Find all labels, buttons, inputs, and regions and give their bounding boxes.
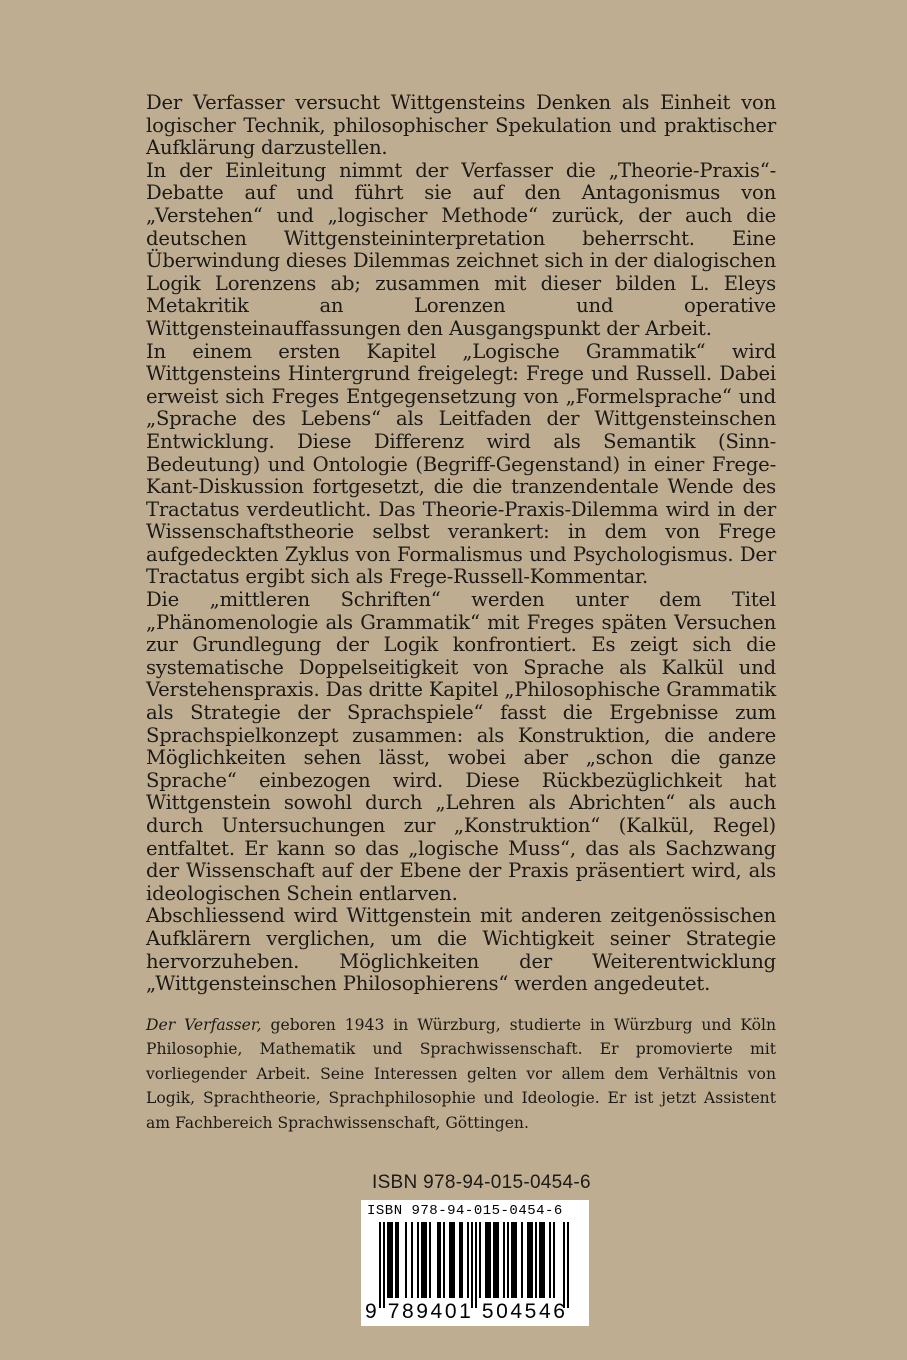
- barcode-bar: [443, 1222, 445, 1298]
- barcode-bar: [423, 1222, 425, 1298]
- barcode-bar: [397, 1222, 399, 1298]
- barcode-bar: [513, 1222, 515, 1298]
- barcode-bar: [495, 1222, 497, 1298]
- barcode-bar: [383, 1222, 385, 1308]
- barcode-bar: [485, 1222, 487, 1298]
- barcode-bar: [437, 1222, 439, 1298]
- barcode-bar: [563, 1222, 565, 1308]
- barcode-bar: [487, 1222, 489, 1298]
- barcode-isbn-text: ISBN 978-94-015-0454-6: [367, 1203, 563, 1219]
- barcode-bar: [479, 1222, 481, 1298]
- barcode-bar: [511, 1222, 513, 1298]
- barcode-bar: [527, 1222, 529, 1298]
- barcode-bar: [461, 1222, 463, 1298]
- barcode-bar: [535, 1222, 537, 1298]
- barcode-bar: [389, 1222, 391, 1298]
- blurb-paragraph: In einem ersten Kapitel „Logische Grammatik“ wird Wittgensteins Hintergrund freigelegt: Frege und Russell. Dabei erweist sich Freges Entgegensetzung von „Formelsprache“ und „Sprache des Lebens“ als Leitfaden der Wittgensteinschen Entwicklung. Diese Differenz wird als Semantik (Sinn-Bedeutung) und Ontologie (Begriff-Gegenstand) in einer Frege-Kant-Diskussion fortgesetzt, die die tranzendentale Wende des Tractatus verdeutlicht. Das Theorie-Praxis-Dilemma wird in der Wissenschaftstheorie selbst verankert: in dem von Frege aufgedeckten Zyklus von Formalismus und Psychologismus. Der Tractatus ergibt sich als Frege-Russell-Kommentar.: [146, 339, 776, 589]
- blurb-paragraph: Abschliessend wird Wittgenstein mit anderen zeitgenössischen Aufklärern verglichen, um die Wichtigkeit seiner Strategie hervorzuheben. Möglichkeiten der Weiterentwicklung „Wittgensteinschen Philosophierens“ werden angedeutet.: [146, 904, 776, 996]
- barcode-bar: [553, 1222, 555, 1298]
- barcode-bar: [539, 1222, 541, 1298]
- blurb-paragraph: In der Einleitung nimmt der Verfasser die „Theorie-Praxis“-Debatte auf und führt sie auf den Antagonismus von „Verstehen“ und „logischer Methode“ zurück, der auch die deutschen Wittgensteininterpretation beherrscht. Eine Überwindung dieses Dilemmas zeichnet sich in der dialogischen Logik Lorenzens ab; zusammen mit dieser bilden L. Eleys Metakritik an Lorenzen und operative Wittgensteinauffassungen den Ausgangspunkt der Arbeit.: [146, 158, 776, 340]
- barcode-bar: [549, 1222, 551, 1298]
- barcode-bar: [503, 1222, 505, 1298]
- barcode-bar: [449, 1222, 451, 1298]
- barcode-bar: [439, 1222, 441, 1298]
- barcode-bar: [459, 1222, 461, 1298]
- barcode-bar: [521, 1222, 523, 1298]
- barcode-bar: [515, 1222, 517, 1298]
- barcode-bar: [541, 1222, 543, 1298]
- barcode-bar: [379, 1222, 381, 1308]
- author-bio-text: [146, 1013, 776, 1135]
- barcode-bar: [429, 1222, 431, 1298]
- barcode-bar: [411, 1222, 413, 1298]
- barcode-bar: [405, 1222, 407, 1298]
- barcode-bar: [493, 1222, 495, 1298]
- back-cover-blurb: [146, 92, 776, 996]
- barcode-bar: [529, 1222, 531, 1298]
- isbn-label: ISBN 978-94-015-0454-6: [372, 1172, 591, 1193]
- blurb-paragraph: Die „mittleren Schriften“ werden unter dem Titel „Phänomenologie als Grammatik“ mit Freges späten Versuchen zur Grundlegung der Logik konfrontiert. Es zeigt sich die systematische Doppelseitigkeit von Sprache als Kalkül und Verstehenspraxis. Das dritte Kapitel „Philosophische Grammatik als Strategie der Sprachspiele“ fasst die Ergebnisse zum Sprachspielkonzept zusammen: als Konstruktion, die andere Möglichkeiten sehen lässt, wobei aber „schon die ganze Sprache“ einbezogen wird. Diese Rückbezüglichkeit hat Wittgenstein sowohl durch „Lehren als Abrichten“ als auch durch Untersuchungen zur „Konstruktion“ (Kalkül, Regel) entfaltet. Er kann so das „logische Muss“, das als Sachzwang der Wissenschaft auf der Ebene der Praxis präsentiert wird, als ideologischen Schein entlarven.: [146, 588, 776, 905]
- barcode-bar: [467, 1222, 469, 1298]
- barcode-bar: [531, 1222, 533, 1298]
- barcode-bar: [543, 1222, 545, 1298]
- barcode-bar: [425, 1222, 427, 1298]
- barcode-bar: [417, 1222, 419, 1298]
- barcode-bar: [471, 1222, 473, 1308]
- author-bio-body: geboren 1943 in Würzburg, studierte in Würzburg und Köln Philosophie, Mathematik und Sprachwissenschaft. Er promovierte mit vorliegender Arbeit. Seine Interessen gelten vor allem dem Verhältnis von Logik, Sprachtheorie, Sprachphilosophie und Ideologie. Er ist jetzt Assistent am Fachbereich Sprachwissenschaft, Göttingen.: [146, 1016, 776, 1132]
- barcode-bar: [451, 1222, 453, 1298]
- barcode-bar: [453, 1222, 455, 1298]
- barcode-bar: [567, 1222, 569, 1308]
- barcode-digits: 9 789401 504546: [365, 1300, 568, 1323]
- barcode-bar: [507, 1222, 509, 1298]
- author-bio: [146, 1013, 776, 1135]
- barcode-bar: [387, 1222, 389, 1298]
- barcode-bar: [497, 1222, 499, 1298]
- barcode-bar: [489, 1222, 491, 1298]
- barcode: [361, 1200, 589, 1326]
- barcode-bar: [395, 1222, 397, 1298]
- barcode-bar: [475, 1222, 477, 1308]
- author-bio-lead: Der Verfasser,: [146, 1016, 262, 1034]
- blurb-paragraph: Der Verfasser versucht Wittgensteins Denken als Einheit von logischer Technik, philosophischer Spekulation und praktischer Aufklärung darzustellen.: [146, 91, 776, 160]
- barcode-bar: [391, 1222, 393, 1298]
- barcode-bar: [421, 1222, 423, 1298]
